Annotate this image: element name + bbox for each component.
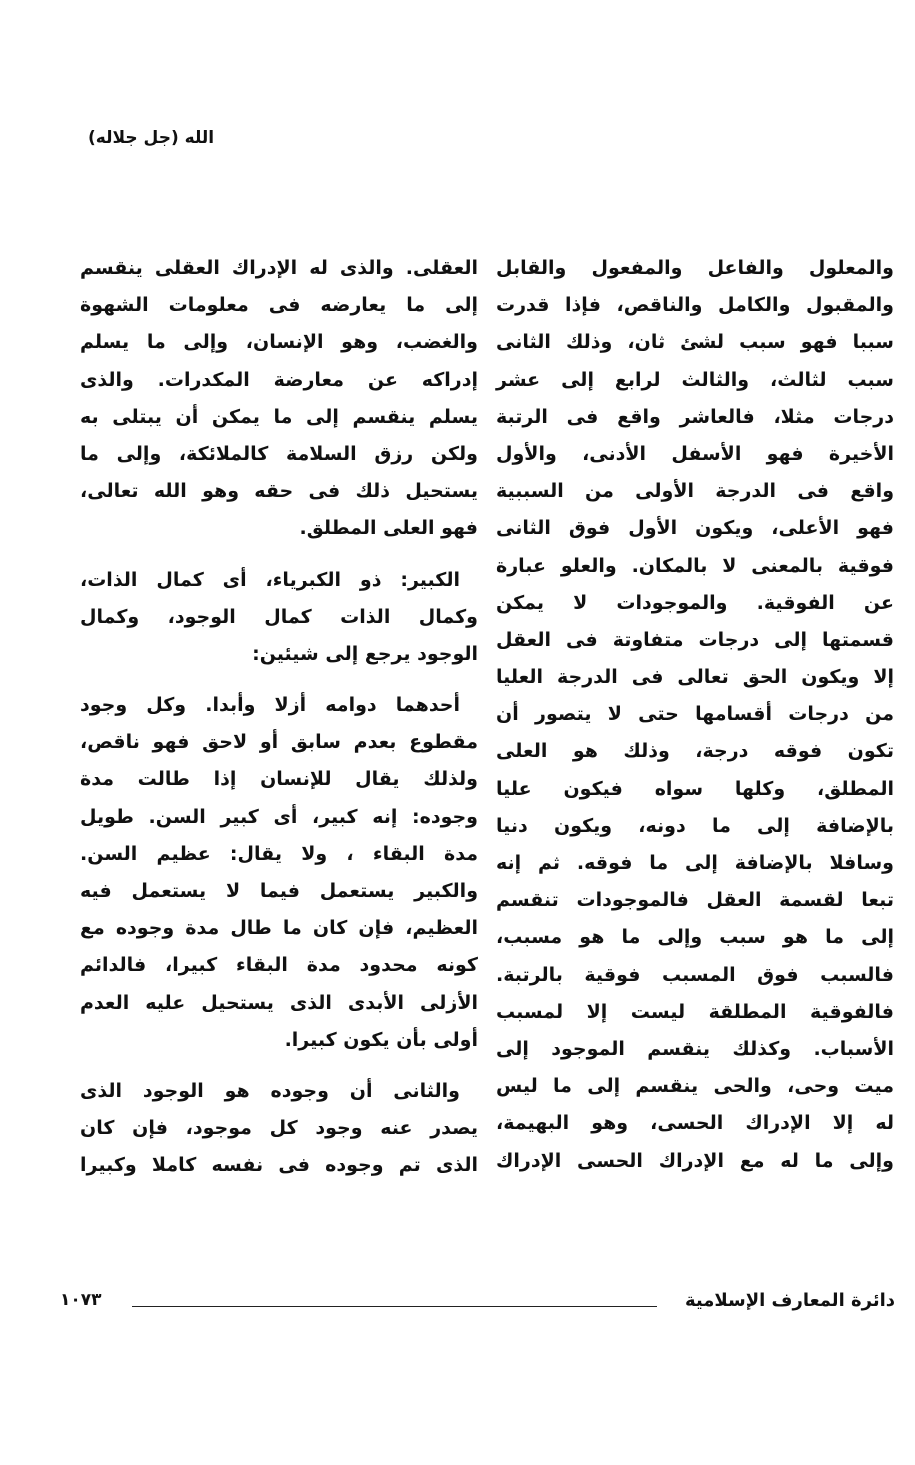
text-line: كونه محدود مدة البقاء كبيرا، فالدائم bbox=[80, 954, 478, 977]
text-line: الأخيرة فهو الأسفل الأدنى، والأول bbox=[496, 442, 894, 465]
text-line: بالإضافة إلى ما دونه، ويكون دنيا bbox=[496, 814, 894, 837]
text-line: والكبير يستعمل فيما لا يستعمل فيه bbox=[80, 880, 478, 902]
text-line: فالفوقية المطلقة ليست إلا لمسبب bbox=[496, 1000, 894, 1023]
text-line: وإلى ما له مع الإدراك الحسى الإدراك bbox=[496, 1149, 894, 1172]
text-line: يستحيل ذلك فى حقه وهو الله تعالى، bbox=[80, 480, 478, 503]
paragraph-lines bbox=[80, 599, 478, 673]
text-line: فالسبب فوق المسبب فوقية بالرتبة. bbox=[496, 963, 894, 986]
text-line: من درجات أقسامها حتى لا يتصور أن bbox=[496, 703, 894, 726]
text-line: تبعا لقسمة العقل فالموجودات تنقسم bbox=[496, 889, 894, 912]
left-column bbox=[80, 250, 478, 1199]
text-line: المطلق، وكلها سواه فيكون عليا bbox=[496, 777, 894, 800]
text-line: سبب لثالث، والثالث لرابع إلى عشر bbox=[496, 368, 894, 391]
text-line: والثانى أن وجوده هو الوجود الذى bbox=[80, 1079, 460, 1102]
text-line: له إلا الإدراك الحسى، وهو البهيمة، bbox=[496, 1112, 894, 1135]
text-line: الذى تم وجوده فى نفسه كاملا وكبيرا bbox=[80, 1154, 478, 1177]
term-al-kabir: الكبير: bbox=[400, 568, 460, 591]
text-line: والمعلول والفاعل والمفعول والقابل bbox=[496, 257, 894, 279]
text-line: ولذلك يقال للإنسان إذا طالت مدة bbox=[80, 768, 478, 791]
text-line bbox=[80, 562, 478, 599]
text-line: وسافلا بالإضافة إلى ما فوقه. ثم إنه bbox=[496, 852, 894, 874]
text-line: يصدر عنه وجود كل موجود، فإن كان bbox=[80, 1117, 478, 1140]
running-header: الله (جل جلاله) bbox=[88, 128, 215, 148]
text-line: مدة البقاء ، ولا يقال: عظيم السن. bbox=[80, 842, 478, 865]
text-line: مقطوع بعدم سابق أو لاحق فهو ناقص، bbox=[80, 731, 478, 754]
footer-rule bbox=[132, 1306, 657, 1307]
text-line: الأسباب. وكذلك ينقسم الموجود إلى bbox=[496, 1037, 894, 1060]
text-line: إلا ويكون الحق تعالى فى الدرجة العليا bbox=[496, 666, 894, 689]
text-line: والمقبول والكامل والناقص، فإذا قدرت bbox=[496, 294, 894, 317]
text-line: فهو العلى المطلق. bbox=[299, 517, 478, 540]
text-line: إلى ما يعارضه فى معلومات الشهوة bbox=[80, 294, 478, 317]
text-line: قسمتها إلى درجات متفاوتة فى العقل bbox=[496, 628, 894, 651]
text-line: واقع فى الدرجة الأولى من السببية bbox=[496, 480, 894, 503]
text-line: إدراكه عن معارضة المكدرات. والذى bbox=[80, 368, 478, 391]
text-line: ولكن رزق السلامة كالملائكة، وإلى ما bbox=[80, 442, 478, 465]
text-line: الأزلى الأبدى الذى يستحيل عليه العدم bbox=[80, 991, 478, 1014]
text-line: وجوده: إنه كبير، أى كبير السن. طويل bbox=[80, 805, 478, 828]
paragraph bbox=[80, 250, 478, 548]
page-footer bbox=[60, 1290, 895, 1320]
paragraph bbox=[80, 1073, 478, 1185]
page-number: ١٠٧٣ bbox=[60, 1290, 102, 1310]
text-span: ذو الكبرياء، أى كمال الذات، bbox=[80, 568, 401, 591]
text-line: أولى بأن يكون كبيرا. bbox=[284, 1028, 478, 1051]
paragraph-al-kabir bbox=[80, 562, 478, 674]
text-line: الوجود يرجع إلى شيئين: bbox=[252, 642, 478, 665]
text-line: العقلى. والذى له الإدراك العقلى ينقسم bbox=[80, 257, 478, 279]
paragraph bbox=[80, 687, 478, 1059]
text-line: إلى ما هو سبب وإلى ما هو مسبب، bbox=[496, 926, 894, 949]
text-line: وكمال الذات كمال الوجود، وكمال bbox=[80, 605, 478, 628]
text-line: أحدهما دوامه أزلا وأبدا. وكل وجود bbox=[80, 694, 460, 717]
text-line: ميت وحى، والحى ينقسم إلى ما ليس bbox=[496, 1075, 894, 1098]
text-line: سببا فهو سبب لشئ ثان، وذلك الثانى bbox=[496, 331, 894, 354]
text-line: فوقية بالمعنى لا بالمكان. والعلو عبارة bbox=[496, 554, 894, 577]
publication-title: دائرة المعارف الإسلامية bbox=[684, 1290, 895, 1311]
text-line: عن الفوقية. والموجودات لا يمكن bbox=[496, 591, 894, 614]
text-line: درجات مثلا، فالعاشر واقع فى الرتبة bbox=[496, 405, 894, 428]
text-line: فهو الأعلى، ويكون الأول فوق الثانى bbox=[496, 517, 894, 540]
text-line: والغضب، وهو الإنسان، وإلى ما يسلم bbox=[80, 331, 478, 354]
text-line: تكون فوقه درجة، وذلك هو العلى bbox=[496, 740, 894, 763]
text-line: يسلم ينقسم إلى ما يمكن أن يبتلى به bbox=[80, 405, 478, 428]
text-line: العظيم، فإن كان ما طال مدة وجوده مع bbox=[80, 917, 478, 940]
right-column bbox=[496, 250, 894, 1180]
